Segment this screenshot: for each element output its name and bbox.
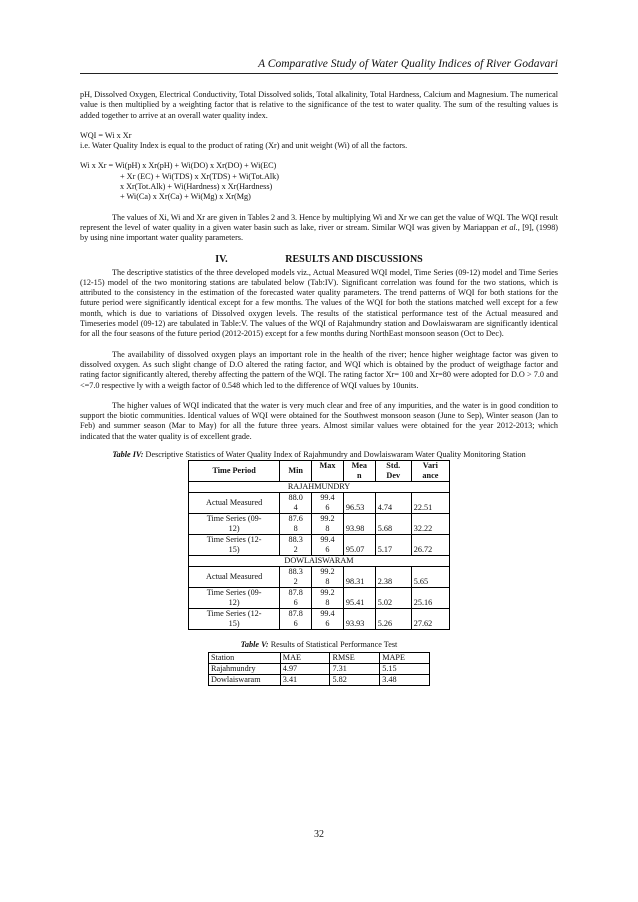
table-row [189,493,450,514]
page-body [80,90,558,686]
table-iv-period: Time Series (09- 12) [189,514,280,535]
table-iv-max: 99.2 8 [312,567,344,588]
table-iv-variance: 27.62 [411,609,449,630]
table-iv-header-min: Min [280,461,312,482]
table-iv-min: 88.3 2 [280,567,312,588]
table-v-label: Table V: [240,640,269,650]
table-iv-mean: 96.53 [343,493,375,514]
table-v-header-mae: MAE [280,652,330,663]
table-iv-variance: 5.65 [411,567,449,588]
paragraph-intro: pH, Dissolved Oxygen, Electrical Conductivity, Total Dissolved solids, Total alkalinity, Total Hardness, Calcium and Magnesium. The numerical value is then multiplied by a weighting factor that is relative to the significance of the test to water quality. The sum of the resulting values is added together to arrive at an overall water quality index. [80,90,558,120]
table-iv-station-row [189,556,450,567]
table-iv-mean: 98.31 [343,567,375,588]
table-iv-period: Time Series (12- 15) [189,609,280,630]
table-iv-station-name: DOWLAISWARAM [189,556,450,567]
formula-description: i.e. Water Quality Index is equal to the product of rating (Xr) and unit weight (Wi) of all the factors. [80,141,408,151]
table-v-header-row [209,652,430,663]
table-iv-min: 88.0 4 [280,493,312,514]
formula-line-3: x Xr(Tot.Alk) + Wi(Hardness) x Xr(Hardness) [120,182,273,192]
paragraph-results-2: The availability of dissolved oxygen plays an important role in the health of the river; hence higher weightage factor was given to dissolved oxygen. As such slight change of D.O altered the rating factor, and WQI which is obtained by the product of weigthage factor and rating factor significantly altered, thereby affecting the pattern of the WQI. The rating factor Xr= 100 and Xr=80 were adopted for D.O > 7.0 and <=7.0 respective ly with a weigth factor of 0.548 which led to the difference of WQI values by 10units. [80,349,558,390]
table-iv-caption-text: Descriptive Statistics of Water Quality Index of Rajahmundry and Dowlaiswaram Water Quality Monitoring Station [143,450,526,460]
table-iv-variance: 25.16 [411,588,449,609]
table-iv-min: 88.3 2 [280,535,312,556]
table-iv-header-max: Max [312,461,344,482]
table-v-cell: 3.41 [280,674,330,685]
table-row [189,514,450,535]
table-row [189,535,450,556]
table-v-cell: 4.97 [280,663,330,674]
running-head: A Comparative Study of Water Quality Indices of River Godavari [80,58,558,74]
paragraph-values-end: [9], (1998) by using nine important water quality parameters. [80,222,559,243]
formula-line-2: + Xr (EC) + Wi(TDS) x Xr(TDS) + Wi(Tot.Alk) [120,171,279,181]
table-iv-std: 5.68 [375,514,411,535]
table-row [189,609,450,630]
section-heading [80,254,558,266]
section-number: IV. [215,253,228,265]
table-v-caption [80,640,558,650]
table-row [189,588,450,609]
table-v-header-rmse: RMSE [330,652,380,663]
paragraph-values-text: The values of Xi, Wi and Xr are given in Tables 2 and 3. Hence by multiplying Wi and Xr we can get the value of WQI. The WQI result represent the level of water quality in a given water basin such as lake, river or stream. Similar WQI was given by Mariappan [80,212,558,232]
table-iv-variance: 22.51 [411,493,449,514]
paragraph-values-etal: et al., [501,222,520,232]
table-iv-body [189,482,450,630]
table-iv-max: 99.2 8 [312,588,344,609]
formula-line-1: Wi x Xr = Wi(pH) x Xr(pH) + Wi(DO) x Xr(DO) + Wi(EC) [80,161,277,171]
table-row [209,674,430,685]
table-iv-period: Actual Measured [189,493,280,514]
table-iv-mean: 95.41 [343,588,375,609]
formula-wqi: WQI = Wi x Xr [80,130,132,140]
table-iv-header-variance: Vari ance [411,461,449,482]
table-iv-station-name: RAJAHMUNDRY [189,482,450,493]
table-iv-period: Actual Measured [189,567,280,588]
page-number: 32 [314,829,324,840]
table-iv-header-period: Time Period [189,461,280,482]
table-v-caption-text: Results of Statistical Performance Test [268,640,398,650]
table-v-cell: Rajahmundry [209,663,281,674]
table-iv-std: 4.74 [375,493,411,514]
table-v-cell: 5.15 [380,663,430,674]
table-iv-min: 87.8 6 [280,609,312,630]
table-iv-max: 99.4 6 [312,493,344,514]
table-iv-mean: 93.98 [343,514,375,535]
table-iv-variance: 32.22 [411,514,449,535]
table-iv-caption [80,450,558,460]
table-v [208,652,430,686]
table-iv-min: 87.6 8 [280,514,312,535]
table-iv-max: 99.4 6 [312,609,344,630]
table-iv-std: 2.38 [375,567,411,588]
table-v-header-mape: MAPE [380,652,430,663]
table-iv-mean: 95.07 [343,535,375,556]
table-iv-std: 5.17 [375,535,411,556]
table-iv [188,460,450,630]
paragraph-results-1: The descriptive statistics of the three developed models viz., Actual Measured WQI model, Time Series (09-12) model and Time Series (12-15) model of the two monitoring stations are tabulated below (Tab:IV). Significant correlation was found for the two stations, which is attributed to the consistency in the estimation of the forecasted water quality parameters. The trend patterns of WQI for both stations for the future period were significantly identical except for a few months. The values of the WQI for both the stations matched well except for a few month, which is due to variations of Dissolved oxygen levels. The results of the statistical performance test of the Actual measured and Timeseries model (09-12) are tabulated in Table:V. The values of the WQI of Rajahmundry station and Dowlaiswaram are significantly identical for all the four seasons of the future period (2012-2015) except for a few months during NorthEast monsoon season (Oct to Dec). [80,267,558,339]
table-row [209,663,430,674]
table-iv-std: 5.02 [375,588,411,609]
table-iv-header-std: Std. Dev [375,461,411,482]
table-row [189,567,450,588]
table-iv-max: 99.4 6 [312,535,344,556]
table-iv-max: 99.2 8 [312,514,344,535]
table-v-cell: 3.48 [380,674,430,685]
table-iv-label: Table IV: [112,450,144,460]
table-iv-period: Time Series (12- 15) [189,535,280,556]
formula-line-4: + Wi(Ca) x Xr(Ca) + Wi(Mg) x Xr(Mg) [120,192,251,202]
table-iv-period: Time Series (09- 12) [189,588,280,609]
paragraph-values [80,213,558,244]
table-v-cell: Dowlaiswaram [209,674,281,685]
paragraph-results-3: The higher values of WQI indicated that the water is very much clear and free of any impurities, and the water is in good condition to support the biotic communities. Identical values of WQI were obtained for the Southwest monsoon season (June to Sep), Winter season (Jan to Feb) and summer season (Mar to May) for all the future three years. Almost similar values were obtained for the year 2012-2013; which indicated that the water quality is of excellent grade. [80,400,558,441]
table-v-cell: 7.31 [330,663,380,674]
section-title: RESULTS AND DISCUSSIONS [285,253,423,265]
table-iv-station-row [189,482,450,493]
table-v-header-station: Station [209,652,281,663]
table-iv-variance: 26.72 [411,535,449,556]
table-iv-min: 87.8 6 [280,588,312,609]
table-iv-mean: 93.93 [343,609,375,630]
table-iv-std: 5.26 [375,609,411,630]
table-iv-header-mean: Mea n [343,461,375,482]
table-v-cell: 5.82 [330,674,380,685]
table-iv-header-row [189,461,450,482]
